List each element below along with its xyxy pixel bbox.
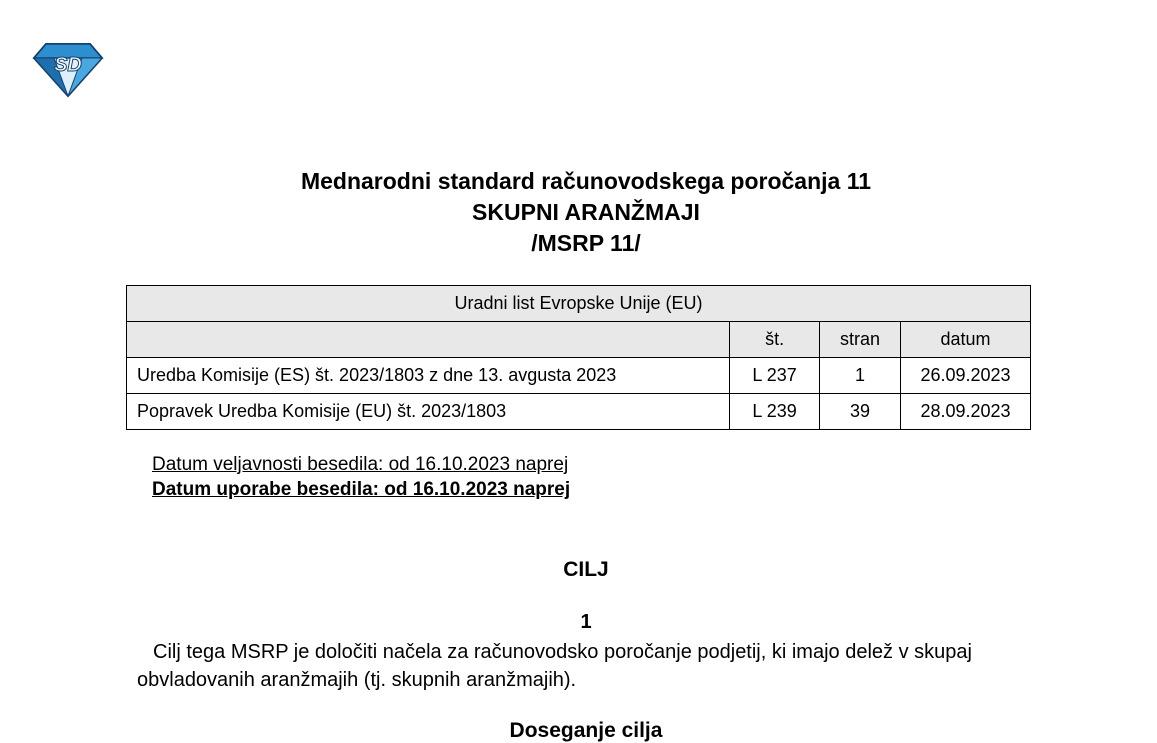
column-header-number: št. xyxy=(730,322,820,358)
column-header-date: datum xyxy=(901,322,1031,358)
title-line-1: Mednarodni standard računovodskega poročanja 11 xyxy=(300,168,872,194)
cell-regulation: Uredba Komisije (ES) št. 2023/1803 z dne 13. avgusta 2023 xyxy=(127,358,730,394)
table-caption-row xyxy=(127,286,1031,322)
cell-page: 1 xyxy=(820,358,901,394)
table-header-row xyxy=(127,322,1031,358)
objective-paragraph: Cilj tega MSRP je določiti načela za računovodsko poročanje podjetij, ki imajo delež v skupaj obvladovanih aranžmajih (tj. skupnih aranžmajih). xyxy=(137,641,972,691)
logo-letters: SD xyxy=(54,54,82,76)
objective-heading: CILJ xyxy=(563,558,609,581)
cell-regulation: Popravek Uredba Komisije (EU) št. 2023/1803 xyxy=(127,394,730,430)
application-date: Datum uporabe besedila: od 16.10.2023 naprej xyxy=(152,479,571,500)
table-row xyxy=(127,394,1031,430)
cell-page: 39 xyxy=(820,394,901,430)
table-caption: Uradni list Evropske Unije (EU) xyxy=(127,286,1031,322)
column-header-page: stran xyxy=(820,322,901,358)
cell-date: 28.09.2023 xyxy=(901,394,1031,430)
validity-date: Datum veljavnosti besedila: od 16.10.2023 naprej xyxy=(152,454,569,475)
column-header-regulation xyxy=(127,322,730,358)
title-line-2: SKUPNI ARANŽMAJI xyxy=(472,199,700,225)
official-journal-table xyxy=(126,285,1031,430)
company-logo xyxy=(32,40,104,98)
cell-number: L 239 xyxy=(730,394,820,430)
document-title xyxy=(0,166,1157,259)
diamond-sd-logo-icon xyxy=(34,44,102,96)
title-line-3: /MSRP 11/ xyxy=(531,230,641,256)
paragraph-number: 1 xyxy=(580,611,592,633)
meeting-objective-heading: Doseganje cilja xyxy=(509,719,663,742)
text-dates xyxy=(152,452,570,502)
table-row xyxy=(127,358,1031,394)
cell-date: 26.09.2023 xyxy=(901,358,1031,394)
cell-number: L 237 xyxy=(730,358,820,394)
